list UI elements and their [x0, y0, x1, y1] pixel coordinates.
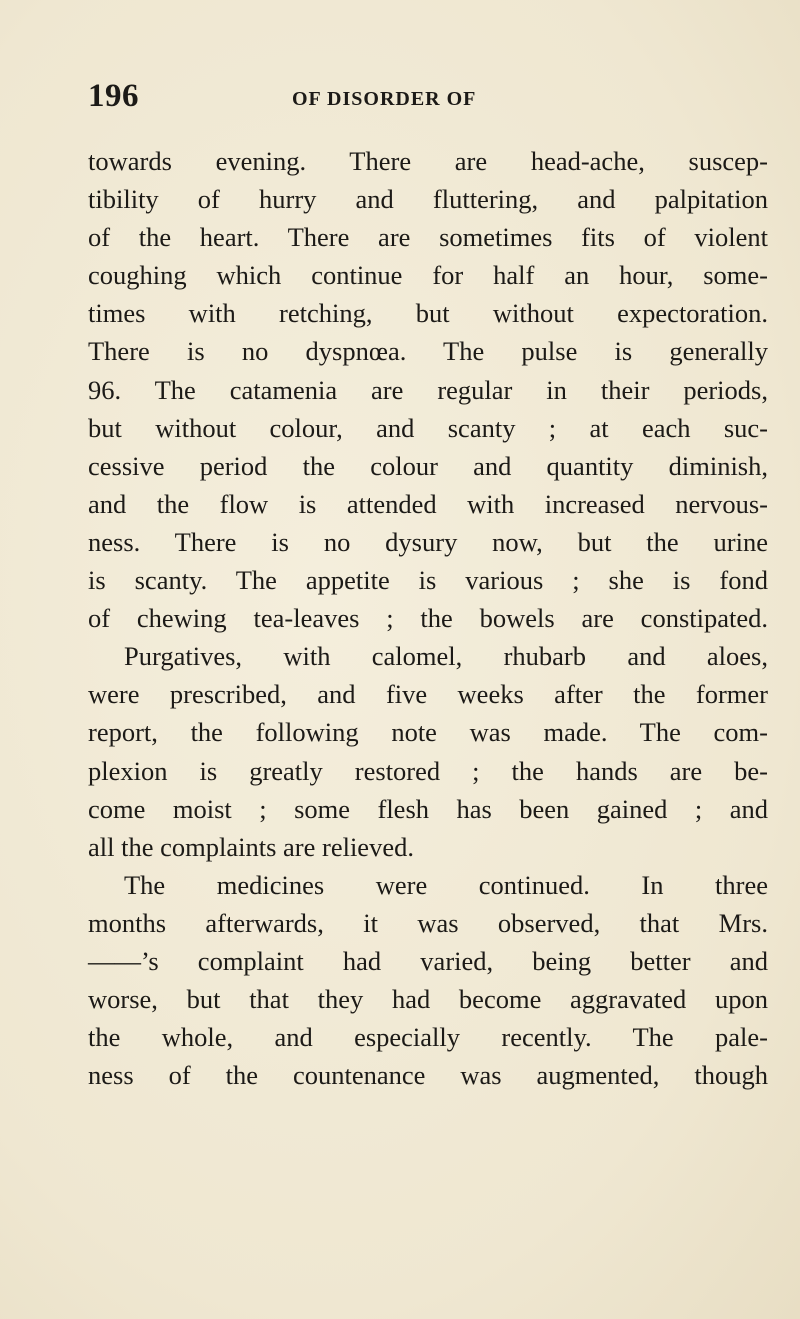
text-line: coughing which continue for half an hour, some- [88, 260, 768, 291]
text-line: ——’s complaint had varied, being better and [88, 945, 768, 976]
text-line: towards evening. There are head-ache, suscep- [88, 146, 768, 176]
text-line: months afterwards, it was observed, that Mrs. [88, 907, 768, 938]
text-line: the whole, and especially recently. The pale- [88, 1022, 768, 1053]
text-line: plexion is greatly restored ; the hands are be- [88, 755, 768, 786]
text-line: ness of the countenance was augmented, though [88, 1060, 768, 1091]
text-line: tibility of hurry and fluttering, and palpitation [88, 184, 768, 215]
text-line: of chewing tea-leaves ; the bowels are constipated. [88, 603, 768, 634]
text-line: and the flow is attended with increased nervous- [88, 488, 768, 519]
text-line: worse, but that they had become aggravated upon [88, 984, 768, 1015]
text-line: Purgatives, with calomel, rhubarb and aloes, [124, 641, 768, 672]
text-line: There is no dyspnœa. The pulse is generally [88, 336, 768, 367]
text-line: 96. The catamenia are regular in their periods, [88, 374, 768, 405]
text-line: but without colour, and scanty ; at each suc- [88, 412, 768, 443]
text-line: ness. There is no dysury now, but the urine [88, 526, 768, 557]
page-header [88, 78, 768, 118]
text-line: were prescribed, and five weeks after the former [88, 679, 768, 710]
text-line: cessive period the colour and quantity diminish, [88, 450, 768, 481]
text-line: times with retching, but without expectoration. [88, 298, 768, 329]
text-line: The medicines were continued. In three [124, 869, 768, 900]
text-line: report, the following note was made. The com- [88, 717, 768, 748]
text-line: all the complaints are relieved. [88, 831, 414, 862]
page-number: 196 [88, 78, 139, 114]
body-text [88, 142, 768, 1094]
text-line: come moist ; some flesh has been gained ; and [88, 793, 768, 824]
running-head: OF DISORDER OF [292, 88, 477, 110]
text-line: of the heart. There are sometimes fits of violent [88, 222, 768, 253]
text-line: is scanty. The appetite is various ; she is fond [88, 565, 768, 596]
